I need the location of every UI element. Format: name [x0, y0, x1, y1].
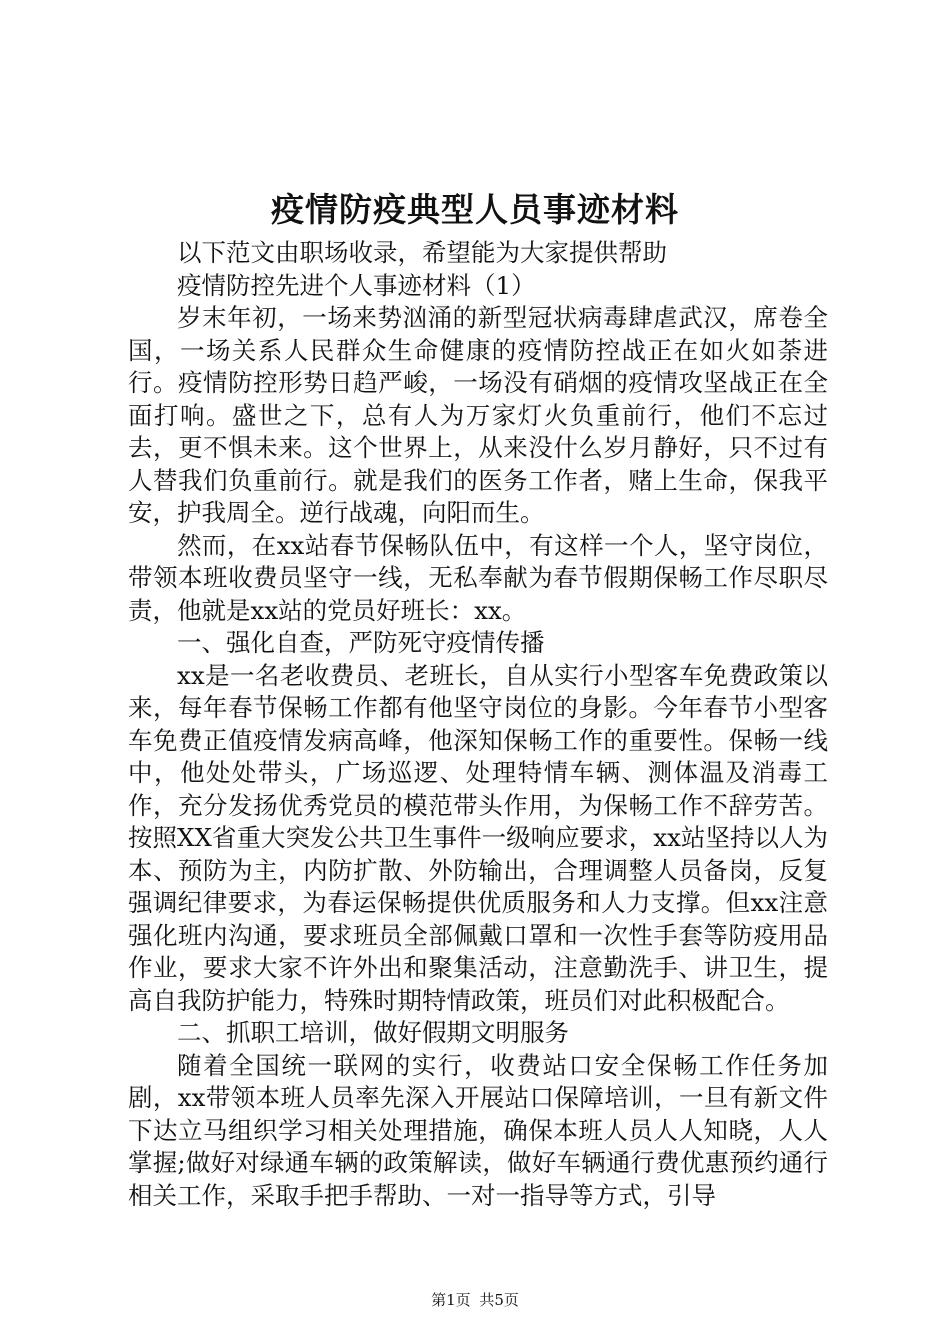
intro-note: 以下范文由职场收录，希望能为大家提供帮助 [177, 238, 667, 267]
body-paragraph: 然而，在xx站春节保畅队伍中，有这样一个人，坚守岗位，带领本班收费员坚守一线，无私奉献为春节假期保畅工作尽职尽责，他就是xx站的党员好班长：xx。 [128, 530, 828, 625]
body-paragraph: 随着全国统一联网的实行，收费站口安全保畅工作任务加剧，xx带领本班人员率先深入开展站口保障培训，一旦有新文件下达立马组织学习相关处理措施，确保本班人员人人知晓，人人掌握;做好对绿通车辆的政策解读，做好车辆通行费优惠预约通行相关工作，采取手把手帮助、一对一指导等方式，引导 [128, 1050, 828, 1210]
section-heading: 疫情防控先进个人事迹材料（1） [177, 270, 536, 300]
body-paragraph: 岁末年初，一场来势汹涌的新型冠状病毒肆虐武汉，席卷全国，一场关系人民群众生命健康的疫情防控战正在如火如荼进行。疫情防控形势日趋严峻，一场没有硝烟的疫情攻坚战正在全面打响。盛世之下，总有人为万家灯火负重前行，他们不忘过去，更不惧未来。这个世界上，从来没什么岁月静好，只不过有人替我们负重前行。就是我们的医务工作者，赌上生命，保我平安，护我周全。逆行战魂，向阳而生。 [128, 303, 828, 527]
page-number: 第1页 [431, 1291, 471, 1309]
body-paragraph: xx是一名老收费员、老班长，自从实行小型客车免费政策以来，每年春节保畅工作都有他坚守岗位的身影。今年春节小型客车免费正值疫情发病高峰，他深知保畅工作的重要性。保畅一线中，他处处带头，广场巡逻、处理特情车辆、测体温及消毒工作，充分发扬优秀党员的模范带头作用，为保畅工作不辞劳苦。按照XX省重大突发公共卫生事件一级响应要求，xx站坚持以人为本、预防为主，内防扩散、外防输出，合理调整人员备岗，反复强调纪律要求，为春运保畅提供优质服务和人力支撑。但xx注意强化班内沟通，要求班员全部佩戴口罩和一次性手套等防疫用品作业，要求大家不许外出和聚集活动，注意勤洗手、讲卫生，提高自我防护能力，特殊时期特情政策，班员们对此积极配合。 [128, 660, 828, 1015]
section-heading: 二、抓职工培训，做好假期文明服务 [177, 1018, 569, 1047]
page-footer [0, 1290, 950, 1310]
document-body [128, 237, 828, 1212]
section-heading: 一、强化自查，严防死守疫情传播 [177, 628, 545, 657]
document-title: 疫情防疫典型人员事迹材料 [271, 190, 679, 229]
page-total: 共5页 [479, 1291, 519, 1309]
